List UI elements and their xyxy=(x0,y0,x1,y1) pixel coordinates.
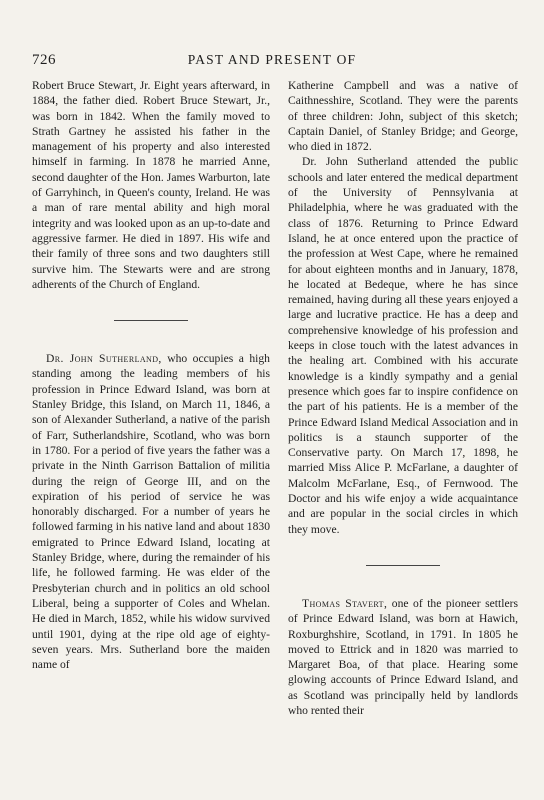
section-divider xyxy=(366,565,440,566)
running-title: PAST AND PRESENT OF xyxy=(187,52,357,67)
sutherland-continued-paragraph: Katherine Campbell and was a native of Caithnesshire, Scotland. They were the parents of three children: John, subject of this sketch; Captain Daniel, of Stanley Bridge; and George, who died in 1872. xyxy=(288,79,518,154)
stavert-text: one of the pioneer settlers of Prince Edward Island, was born at Hawich, Roxburghshire, Scotland, in 1791. In 1805 he moved to Ettrick and in 1820 was married to Margaret Boa, of that place. Hearing some glowing accounts of Prince Edward Island, and as Scotland was principally held by landlords who rented their xyxy=(288,596,518,717)
sutherland-second-paragraph: Dr. John Sutherland attended the public schools and later entered the medical department of the University of Pennsylvania at Philadelphia, where he was graduated with the class of 1876. Returning to Prince Edward Island, he at once entered upon the practice of the profession at West Cape, where he remained for about eighteen months and in January, 1878, he located at Bedeque, where he has since remained, having during all these years enjoyed a large and lucrative practice. He has a deep and comprehensive knowledge of his profession and keeps in close touch with the latest advances in the healing art. Combined with his accurate knowledge is a kindly sympathy and a genial presence which goes far to inspire confidence on the part of his patients. He is a member of the Prince Edward Island Medical Association and in politics is a staunch supporter of the Conservative party. On March 17, 1898, he married Miss Alice P. McFarlane, a daughter of Malcolm McFarlane, Esq., of Fernwood. The Doctor and his wife enjoy a wide acquaintance and are popular in the social circles in which they move. xyxy=(288,155,518,536)
sutherland-paragraph xyxy=(32,351,270,672)
page-header xyxy=(32,52,512,72)
sutherland-text: who occupies a high standing among the leading members of his profession in Prince Edward Island, was born at Stanley Bridge, this Island, on March 11, 1846, a son of Alexander Sutherland, a native of the parish of Farr, Sutherlandshire, Scotland, who was born in 1780. For a period of five years the father was a private in the Ninth Garrison Battalion of militia during the reign of George III, and on the expiration of his period of service he was honorably discharged. For a number of years he followed farming in his native land and about 1830 emigrated to Prince Edward Island, locating at Stanley Bridge, where, during the remainder of his life, he followed farming. He was elder of the Presbyterian church and in politics an old school Liberal, being a supporter of Coles and Whelan. He died in March, 1852, while his widow survived until 1901, dying at the ripe old age of eighty-seven years. Mrs. Sutherland bore the maiden name of xyxy=(32,352,270,672)
stavert-name-lead: Thomas Stavert, xyxy=(302,596,388,610)
sutherland-name-lead: Dr. John Sutherland, xyxy=(46,352,162,366)
right-column xyxy=(288,78,518,718)
section-divider xyxy=(114,320,188,321)
left-column xyxy=(32,78,270,672)
stewart-paragraph: Robert Bruce Stewart, Jr. Eight years afterward, in 1884, the father died. Robert Bruce Stewart, Jr., was born in 1842. When the family moved to Strath Gartney he assisted his father in the management of his property and also interested himself in farming. In 1878 he married Anne, second daughter of the Hon. James Warburton, late of Garryhinch, in Queen's county, Ireland. He was a man of rare mental ability and high moral integrity and was looked upon as an up-to-date and aggressive farmer. He died in 1897. His wife and their family of three sons and two daughters still survive him. The Stewarts were and are strong adherents of the Church of England. xyxy=(32,79,270,291)
stavert-paragraph xyxy=(288,596,518,718)
page-number: 726 xyxy=(32,52,56,68)
